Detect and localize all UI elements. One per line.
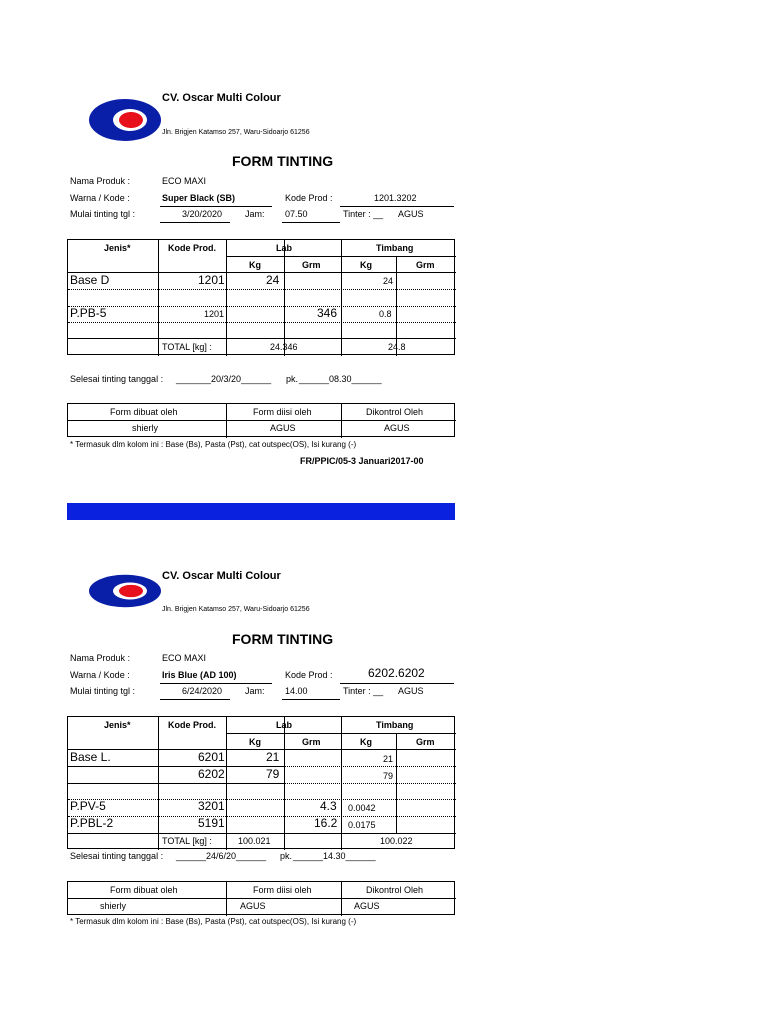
col-lab-kg: Kg xyxy=(249,737,261,747)
row2-timbang-kg: 79 xyxy=(383,771,394,781)
row2-kode: 6202 xyxy=(198,767,225,781)
tinter-label: Tinter : __ xyxy=(343,209,384,219)
col-timbang-grm: Grm xyxy=(416,260,435,270)
form-title: FORM TINTING xyxy=(232,631,334,647)
mulai-label: Mulai tinting tgl : xyxy=(70,209,136,219)
kode-prod-value: 1201.3202 xyxy=(374,193,417,203)
total-label: TOTAL [kg] : xyxy=(162,342,212,352)
row1-kode: 6201 xyxy=(198,750,225,764)
row3-lab-grm: 4.3 xyxy=(320,799,337,813)
dikontrol-label: Dikontrol Oleh xyxy=(366,407,424,417)
row2-lab-kg: 79 xyxy=(266,767,280,781)
jam-label: Jam: xyxy=(245,686,265,696)
col-jenis: Jenis* xyxy=(104,720,131,730)
mulai-date: 3/20/2020 xyxy=(182,209,223,219)
nama-produk-label: Nama Produk : xyxy=(70,176,131,186)
kode-prod-label: Kode Prod : xyxy=(285,670,333,680)
dibuat-value: shierly xyxy=(132,423,159,433)
row1-kode: 1201 xyxy=(198,273,225,287)
col-timbang-kg: Kg xyxy=(360,737,372,747)
row2-kode: 1201 xyxy=(204,309,225,319)
separator-bar xyxy=(67,503,455,520)
kode-prod-label: Kode Prod : xyxy=(285,193,333,203)
company-name: CV. Oscar Multi Colour xyxy=(162,92,281,104)
warna-value: Super Black (SB) xyxy=(162,193,236,203)
row2-lab-grm: 346 xyxy=(317,306,338,320)
col-timbang: Timbang xyxy=(376,243,414,253)
row4-timbang-kg: 0.0175 xyxy=(348,820,376,830)
jam-label: Jam: xyxy=(245,209,265,219)
row1-timbang-kg: 21 xyxy=(383,754,394,764)
dikontrol-value: AGUS xyxy=(384,423,410,433)
tinter-label: Tinter : __ xyxy=(343,686,384,696)
company-logo xyxy=(88,574,162,608)
row3-kode: 3201 xyxy=(198,799,225,813)
warna-kode-label: Warna / Kode : xyxy=(70,670,130,680)
mulai-label: Mulai tinting tgl : xyxy=(70,686,136,696)
col-jenis: Jenis* xyxy=(104,243,131,253)
col-kode: Kode Prod. xyxy=(168,243,217,253)
total-timbang: 100.022 xyxy=(380,836,413,846)
pk-value: ______08.30______ xyxy=(299,374,382,384)
row1-lab-kg: 21 xyxy=(266,750,280,764)
col-timbang-kg: Kg xyxy=(360,260,372,270)
tinting-table xyxy=(67,716,455,849)
form-title: FORM TINTING xyxy=(232,153,334,169)
row1-timbang-kg: 24 xyxy=(383,276,394,286)
row1-lab-kg: 24 xyxy=(266,273,280,287)
nama-produk-value: ECO MAXI xyxy=(162,653,207,663)
pk-label: pk. xyxy=(280,851,293,861)
dibuat-value: shierly xyxy=(100,901,127,911)
col-kode: Kode Prod. xyxy=(168,720,217,730)
row4-lab-grm: 16.2 xyxy=(314,816,338,830)
row4-kode: 5191 xyxy=(198,816,225,830)
nama-produk-label: Nama Produk : xyxy=(70,653,131,663)
pk-value: ______14.30______ xyxy=(293,851,376,861)
total-lab: 100.021 xyxy=(238,836,271,846)
row4-jenis: P.PBL-2 xyxy=(70,816,114,830)
document-reference: FR/PPIC/05-3 Januari2017-00 xyxy=(300,456,424,466)
kode-prod-value: 6202.6202 xyxy=(368,666,425,680)
tinter-value: AGUS xyxy=(398,209,424,219)
dikontrol-label: Dikontrol Oleh xyxy=(366,885,424,895)
dibuat-label: Form dibuat oleh xyxy=(110,407,178,417)
signature-table xyxy=(67,881,455,915)
row2-timbang-kg: 0.8 xyxy=(379,309,392,319)
selesai-label: Selesai tinting tanggal : xyxy=(70,851,164,861)
col-lab-kg: Kg xyxy=(249,260,261,270)
company-name: CV. Oscar Multi Colour xyxy=(162,570,281,582)
diisi-label: Form diisi oleh xyxy=(253,407,312,417)
company-address: Jln. Brigjen Katamso 257, Waru-Sidoarjo 61256 xyxy=(162,606,310,613)
diisi-value: AGUS xyxy=(270,423,296,433)
nama-produk-value: ECO MAXI xyxy=(162,176,207,186)
pk-label: pk. xyxy=(286,374,299,384)
diisi-label: Form diisi oleh xyxy=(253,885,312,895)
col-lab-grm: Grm xyxy=(302,260,321,270)
footnote: * Termasuk dlm kolom ini : Base (Bs), Pasta (Pst), cat outspec(OS), Isi kurang (-) xyxy=(70,917,357,926)
total-timbang: 24.8 xyxy=(388,342,406,352)
col-lab: Lab xyxy=(276,243,293,253)
col-timbang-grm: Grm xyxy=(416,737,435,747)
company-address: Jln. Brigjen Katamso 257, Waru-Sidoarjo 61256 xyxy=(162,129,310,136)
dikontrol-value: AGUS xyxy=(354,901,380,911)
row2-jenis: P.PB-5 xyxy=(70,306,107,320)
selesai-date: ______24/6/20______ xyxy=(176,851,267,861)
col-lab: Lab xyxy=(276,720,293,730)
warna-value: Iris Blue (AD 100) xyxy=(162,670,237,680)
jam-value: 14.00 xyxy=(285,686,308,696)
row1-jenis: Base L. xyxy=(70,750,111,764)
footnote: * Termasuk dlm kolom ini : Base (Bs), Pasta (Pst), cat outspec(OS), Isi kurang (-) xyxy=(70,440,357,449)
mulai-date: 6/24/2020 xyxy=(182,686,223,696)
selesai-label: Selesai tinting tanggal : xyxy=(70,374,164,384)
total-label: TOTAL [kg] : xyxy=(162,836,212,846)
total-lab: 24.346 xyxy=(270,342,298,352)
warna-kode-label: Warna / Kode : xyxy=(70,193,130,203)
row3-timbang-kg: 0.0042 xyxy=(348,803,376,813)
tinter-value: AGUS xyxy=(398,686,424,696)
row3-jenis: P.PV-5 xyxy=(70,799,106,813)
col-timbang: Timbang xyxy=(376,720,414,730)
selesai-date: _______20/3/20______ xyxy=(176,374,272,384)
dibuat-label: Form dibuat oleh xyxy=(110,885,178,895)
row1-jenis: Base D xyxy=(70,273,110,287)
diisi-value: AGUS xyxy=(240,901,266,911)
jam-value: 07.50 xyxy=(285,209,308,219)
col-lab-grm: Grm xyxy=(302,737,321,747)
